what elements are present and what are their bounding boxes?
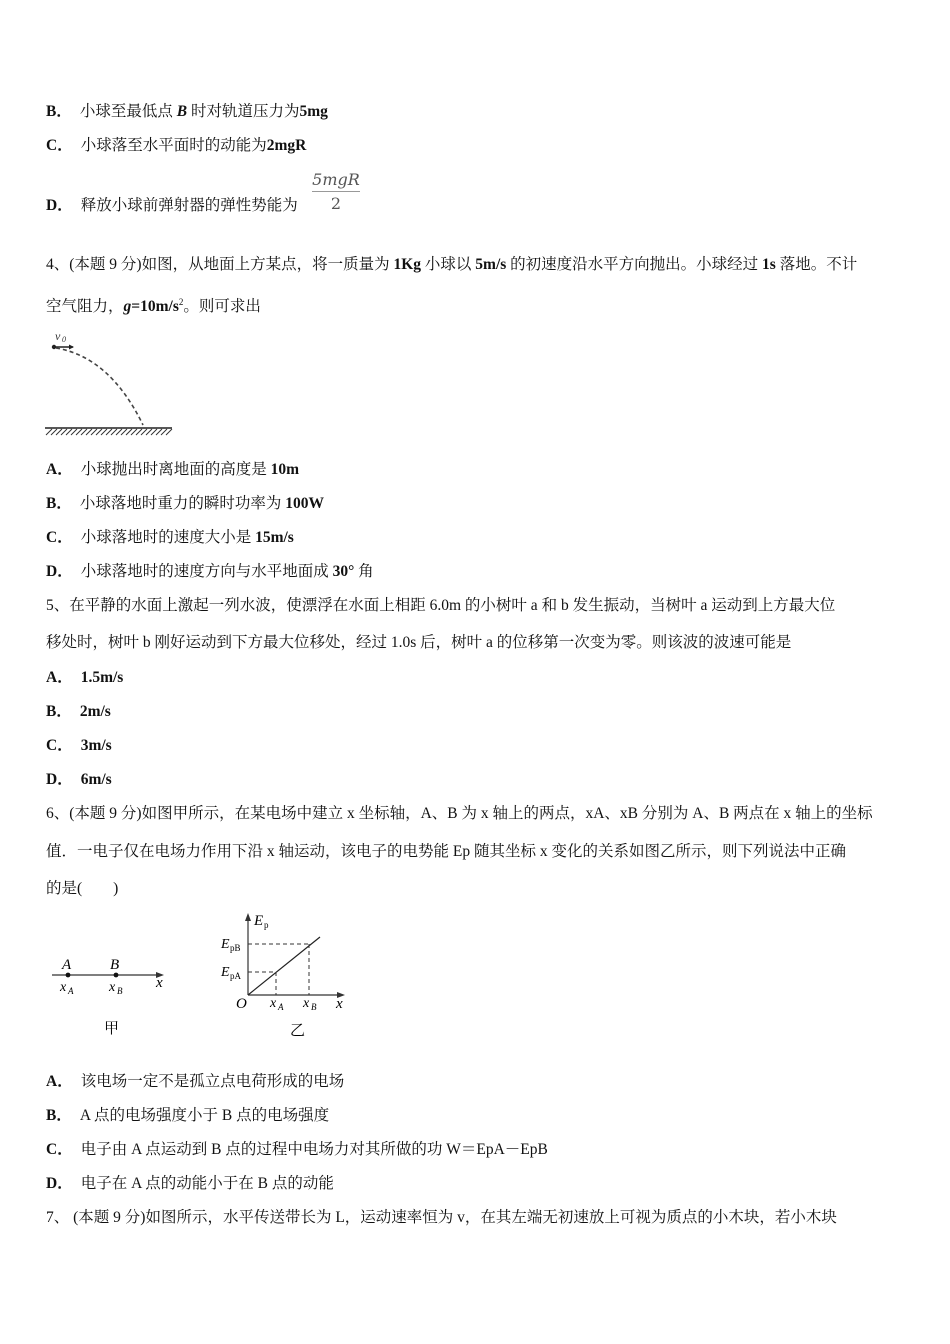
option-text: 时对轨道压力为 [190,103,300,120]
q4-option-d [46,562,374,582]
axis-x-label: x [336,996,343,1012]
exponent: 2 [178,297,184,307]
option-text: 小球落地时重力的瞬时功率为 [79,495,286,512]
option-text: 小球落地时的速度大小是 [80,529,256,546]
option-value: 3m/s [80,737,112,754]
g-symbol: g [123,298,132,316]
label-xb-sub: B [117,986,123,996]
v0-subscript: 0 [62,335,66,344]
fraction-numerator: 5mgR [312,170,360,192]
option-label: A． [46,461,73,478]
label-epa-sub: pA [230,971,241,981]
option-text: 小球落地时的速度方向与水平地面成 [80,563,333,580]
q4-option-b [46,494,324,514]
label-epb: E [221,937,230,952]
q5-stem-line1: 5、在平静的水面上激起一列水波，使漂浮在水面上相距 6.0m 的小树叶 a 和 b 发生振动，当树叶 a 运动到上方最大位 [46,597,836,614]
caption-jia: 甲 [104,1021,120,1037]
q6-stem-line2: 值．一电子仅在电场力作用下沿 x 轴运动，该电子的电势能 Ep 随其坐标 x 变化的关系如图乙所示，则下列说法中正确 [46,843,846,860]
label-epa: E [221,965,230,980]
ground-hatch [46,429,172,435]
option-value: 1.5m/s [80,669,124,686]
option-text: A 点的电场强度小于 B 点的电场强度 [79,1107,330,1124]
projectile-figure [40,322,180,440]
point-b [114,973,119,978]
option-label: D． [46,1175,73,1192]
label-xa: x [270,996,277,1011]
option-text: 小球至最低点 [79,103,173,120]
figure-yi [220,913,345,1039]
q5-option-a [46,668,123,688]
g-value: =10m/s [131,298,179,316]
q6-option-d [46,1174,334,1194]
label-xb: x [303,996,310,1011]
text: 空气阻力， [46,298,124,316]
point-a [66,973,71,978]
option-text: 角 [354,563,374,580]
figure-jia-yi [40,905,360,1045]
option-label: C． [46,529,73,546]
label-epb-sub: pB [230,943,241,953]
q3-option-d [46,196,298,216]
label-b: B [110,957,120,973]
option-label: B． [46,703,72,720]
option-label: C． [46,737,73,754]
option-label: D． [46,771,73,788]
q6-option-b [46,1106,329,1126]
var-b: B [176,103,188,120]
text: 落地。不计 [775,256,858,273]
text: 小球以 [421,256,476,273]
text: 的初速度沿水平方向抛出。小球经过 [506,256,763,273]
v0-label: v [55,329,61,343]
option-text: 小球落至水平面时的动能为 [80,137,267,154]
q6-stem-line3: 的是( ) [46,880,119,897]
fraction-5mgr-over-2 [312,170,360,213]
axis-ep-label: E [254,913,264,929]
caption-yi: 乙 [290,1023,306,1039]
option-label: B． [46,103,72,120]
text: 。则可求出 [183,298,261,316]
label-xa-sub: A [68,986,74,996]
mass-value: 1Kg [393,256,422,273]
y-axis-arrow-icon [245,913,251,921]
origin-label: O [236,996,247,1012]
option-text: 释放小球前弹射器的弹性势能为 [80,197,298,214]
option-value: 15m/s [255,529,294,546]
arrow-head-icon [69,345,74,350]
q4-stem-line1 [46,255,857,275]
trajectory-path [56,348,143,425]
q5-option-c [46,736,112,756]
option-value: 5mg [299,103,328,120]
option-text: 电子由 A 点运动到 B 点的过程中电场力对其所做的功 W＝EpA－EpB [80,1141,548,1158]
label-xa: x [60,980,67,995]
q5-option-b [46,702,111,722]
option-label: D． [46,563,73,580]
q5-option-d [46,770,112,790]
time-value: 1s [762,256,776,273]
option-label: D． [46,197,73,214]
option-text: 该电场一定不是孤立点电荷形成的电场 [80,1073,345,1090]
option-value: 2mgR [266,137,307,154]
q7-stem-line1: 7、 (本题 9 分)如图所示，水平传送带长为 L，运动速率恒为 v，在其左端无初速放上可视为质点的小木块，若小木块 [46,1209,837,1226]
option-text: 小球抛出时离地面的高度是 [80,461,271,478]
option-value: 2m/s [79,703,111,720]
q6-option-c [46,1140,548,1160]
q5-stem-line2: 移处时，树叶 b 刚好运动到下方最大位移处，经过 1.0s 后，树叶 a 的位移第一次变为零。则该波的波速可能是 [46,634,792,651]
option-value: 6m/s [80,771,112,788]
axis-x-label: x [156,975,163,991]
option-value: 30° [332,563,355,580]
fraction-denominator: 2 [330,194,342,213]
q4-stem-line2 [46,292,261,317]
option-label: B． [46,1107,72,1124]
option-label: C． [46,137,73,154]
option-text: 电子在 A 点的动能小于在 B 点的动能 [80,1175,334,1192]
option-label: C． [46,1141,73,1158]
option-label: A． [46,1073,73,1090]
velocity-value: 5m/s [475,256,507,273]
label-xb-sub: B [311,1002,317,1012]
figure-jia [52,957,164,1037]
option-value: 100W [285,495,324,512]
option-label: B． [46,495,72,512]
q6-option-a [46,1072,344,1092]
q6-stem-line1: 6、(本题 9 分)如图甲所示，在某电场中建立 x 坐标轴，A、B 为 x 轴上的两点，xA、xB 分别为 A、B 两点在 x 轴上的坐标 [46,805,873,822]
q3-option-b [46,102,328,122]
label-a: A [62,957,72,973]
axis-ep-sub: p [264,920,269,930]
label-xa-sub: A [278,1002,284,1012]
q4-option-a [46,460,299,480]
option-value: 10m [270,461,300,478]
option-label: A． [46,669,73,686]
q4-option-c [46,528,294,548]
q3-option-c [46,136,306,156]
text: 4、(本题 9 分)如图，从地面上方某点，将一质量为 [46,256,394,273]
label-xb: x [109,980,116,995]
